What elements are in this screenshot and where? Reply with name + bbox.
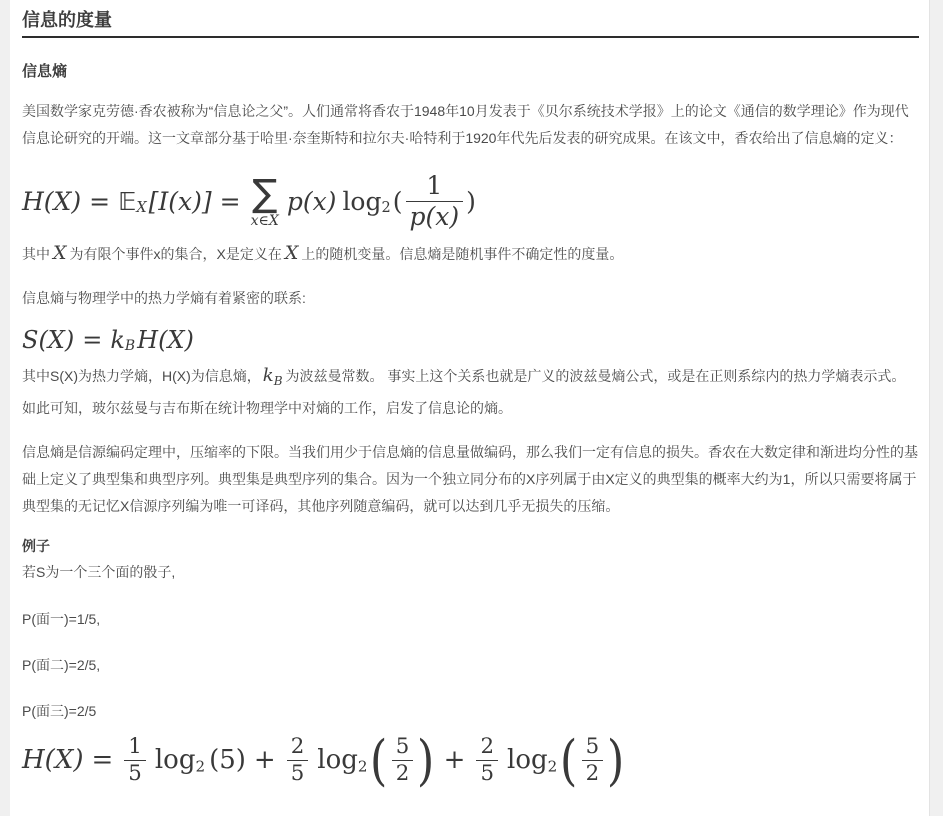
probability-face-two: P(面二)=2/5, [22, 657, 101, 673]
title-divider [22, 36, 919, 38]
formula-example-entropy [22, 727, 919, 792]
math-equals: = [89, 187, 111, 216]
math-rhs-HX: H(X) [137, 326, 194, 354]
math-log: log [507, 745, 548, 776]
paragraph-example-intro: 若S为一个三个面的骰子, [22, 564, 176, 580]
fraction-2-5 [476, 734, 498, 786]
paragraph-domain-note [22, 240, 919, 268]
paragraph-physics-link: 信息熵与物理学中的热力学熵有着紧密的联系: [22, 290, 306, 306]
script-X: X [53, 242, 67, 264]
fraction-denominator: p(x) [406, 201, 464, 232]
math-plus: + [253, 745, 276, 776]
double-struck-E: 𝔼 [118, 187, 137, 216]
fraction-denominator: 2 [392, 760, 414, 787]
log-base: 2 [381, 199, 391, 216]
math-bracket-Ix: [I(x)] [148, 187, 212, 216]
big-open-paren: ( [370, 727, 388, 792]
log-base: 2 [357, 757, 368, 776]
expectation-subscript: X [136, 199, 147, 216]
script-X: X [284, 242, 299, 264]
big-open-paren: ( [560, 727, 578, 792]
math-lhs-HX: H(X) [22, 745, 84, 776]
boltzmann-subscript: B [124, 337, 136, 354]
log-argument-5: (5) [209, 745, 246, 776]
paragraph-source-coding: 信息熵是信源编码定理中，压缩率的下限。当我们用少于信息熵的信息量做编码，那么我们一定有信息的损失。香农在大数定律和渐进均分性的基础上定义了典型集和典型序列。典型集是典型序列的集合。因为一个独立同分布的X序列属于由X定义的典型集的概率大约为1，所以只需要将属于典型集的无记忆X信源序列编为唯一可译码，其他序列随意编码，就可以达到几乎无损失的压缩。 [22, 444, 918, 514]
fraction-denominator: 5 [124, 760, 146, 787]
math-log: log [317, 745, 358, 776]
math-lhs-HX: H(X) [22, 187, 82, 216]
big-close-paren: ) [607, 727, 625, 792]
math-px: p(x) [286, 187, 337, 216]
fraction-numerator: 2 [480, 734, 495, 759]
text-run: 其中S(X)为热力学熵，H(X)为信息熵， [22, 368, 261, 384]
paragraph-thermo-note [22, 362, 919, 422]
inline-k: k [262, 365, 274, 386]
fraction-2-5 [287, 734, 309, 786]
fraction-denominator: 5 [287, 760, 309, 787]
text-run: 上的随机变量。信息熵是随机事件不确定性的度量。 [301, 246, 624, 262]
sigma-icon: ∑ [252, 170, 278, 215]
inline-k-subscript: B [273, 374, 283, 388]
math-k: k [110, 326, 125, 354]
section-heading-entropy: 信息熵 [22, 63, 68, 80]
fraction-numerator: 2 [290, 734, 305, 759]
fraction-numerator: 5 [585, 734, 600, 759]
close-paren: ) [466, 187, 476, 216]
fraction-5-2 [582, 734, 604, 786]
log-base: 2 [195, 757, 206, 776]
math-log: log [342, 187, 382, 216]
text-run: 其中 [22, 246, 50, 262]
fraction-1-5 [124, 734, 146, 786]
log-base: 2 [547, 757, 558, 776]
article-page [10, 0, 930, 816]
big-close-paren: ) [417, 727, 435, 792]
page-title: 信息的度量 [22, 10, 112, 30]
text-run: 为有限个事件x的集合，X是定义在 [69, 246, 282, 262]
fraction-denominator: 5 [476, 760, 498, 787]
math-equals: = [219, 187, 241, 216]
fraction-numerator: 1 [128, 734, 142, 759]
fraction-5-2 [392, 734, 414, 786]
math-equals: = [82, 326, 103, 354]
fraction-numerator: 5 [395, 734, 410, 759]
probability-face-three: P(面三)=2/5 [22, 703, 97, 719]
summation-limit: x∈X [250, 212, 279, 229]
formula-entropy-definition [22, 171, 919, 232]
math-equals: = [91, 745, 114, 776]
text-run: 为波兹曼常数。 事实上这个关系也就是广义的波兹曼熵公式，或是在正则系综内的热力学熵表示式。如此可知，玻尔兹曼与吉布斯在统计物理学中对熵的工作，启发了信息论的熵。 [22, 368, 906, 416]
math-log: log [154, 745, 196, 776]
fraction-one-over-px [406, 171, 464, 232]
math-plus: + [443, 745, 466, 776]
summation-with-limit [250, 170, 279, 230]
fraction-numerator: 1 [426, 171, 443, 200]
math-lhs-SX: S(X) [22, 326, 75, 354]
formula-thermo-entropy [22, 326, 919, 354]
probability-face-one: P(面一)=1/5, [22, 611, 101, 627]
open-paren: ( [392, 187, 403, 216]
paragraph-shannon-intro: 美国数学家克劳德·香农被称为“信息论之父”。人们通常将香农于1948年10月发表于《贝尔系统技术学报》上的论文《通信的数学理论》作为现代信息论研究的开端。这一文章部分基于哈里·奈奎斯特和拉尔夫·哈特利于1920年代先后发表的研究成果。在该文中，香农给出了信息熵的定义： [22, 103, 909, 146]
section-heading-example: 例子 [22, 538, 50, 554]
fraction-denominator: 2 [582, 760, 604, 787]
